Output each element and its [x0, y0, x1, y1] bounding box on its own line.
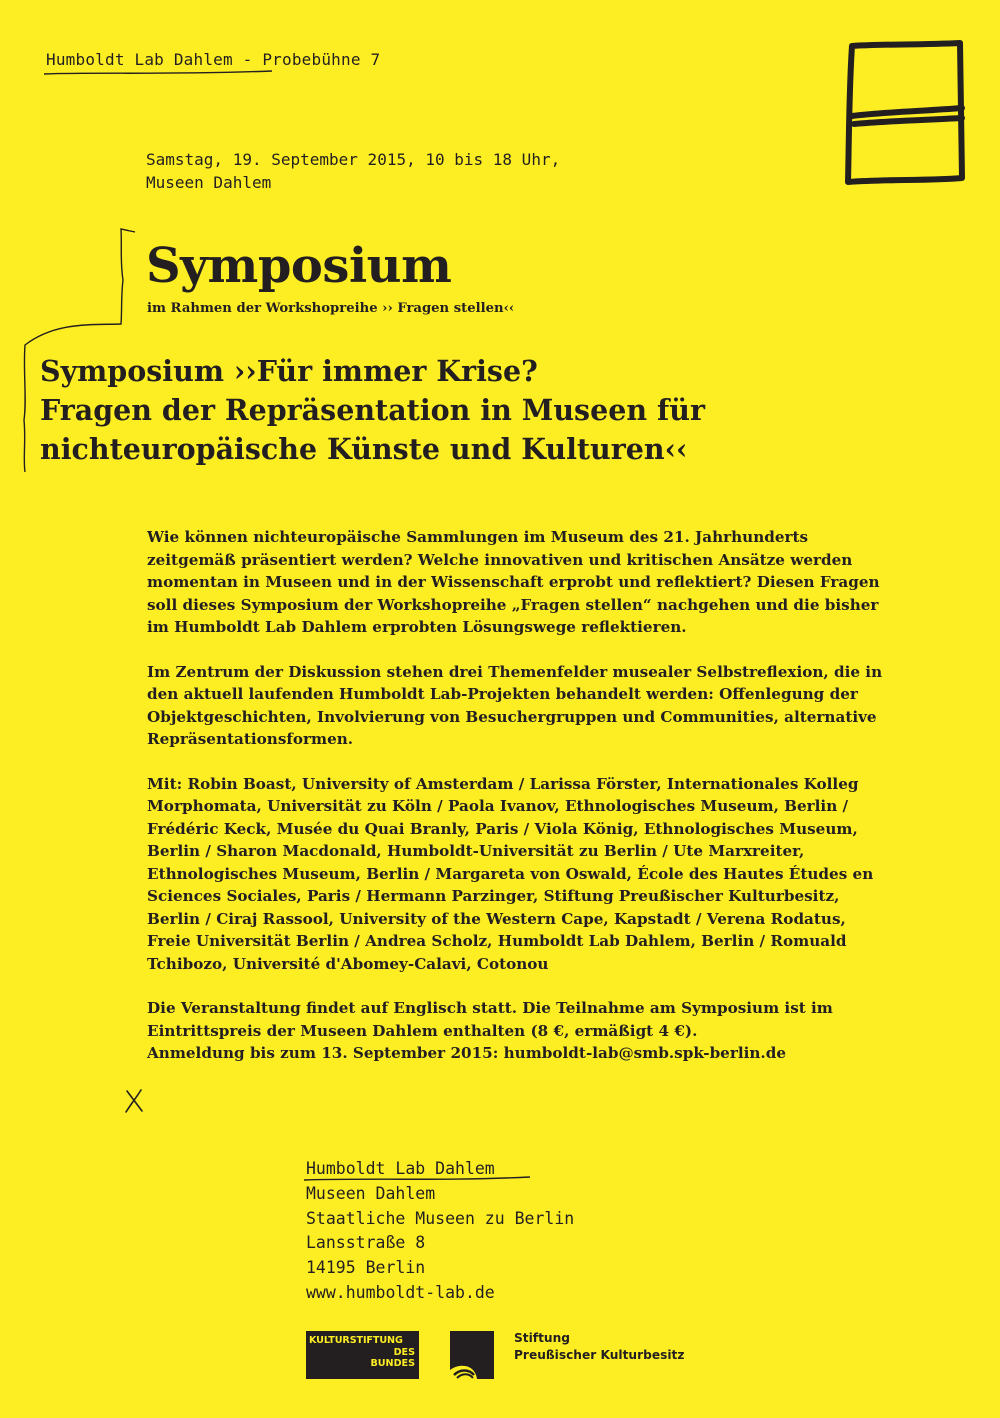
event-info [146, 148, 560, 194]
kulturstiftung-des: DES [393, 1347, 415, 1358]
topics-paragraph: Im Zentrum der Diskussion stehen drei Themenfelder musealer Selbstreflexion, die in den aktuell laufenden Humboldt Lab-Projekten behandelt werden: Offenlegung der Objektgeschichten, Involvierung von Besuchergruppen und Communities, alternative Repräsentationsformen. [147, 662, 883, 748]
kulturstiftung-sub [370, 1348, 415, 1369]
stage-frame-icon [848, 43, 962, 182]
heading-line: Fragen der Repräsentation in Museen für [40, 393, 706, 427]
stiftung-line: Stiftung [514, 1331, 570, 1345]
address-street: Lansstraße 8 [306, 1233, 426, 1253]
language-note: Die Veranstaltung findet auf Englisch statt. Die Teilnahme am Symposium ist im Eintrittspreis der Museen Dahlem enthalten (8 €, ermäßigt 4 €). [147, 999, 833, 1040]
event-location: Museen Dahlem [146, 173, 272, 192]
header-stage: Probebühne 7 [262, 50, 381, 69]
page-title: Symposium [146, 238, 452, 294]
registration-line: Anmeldung bis zum 13. September 2015: humboldt-lab@smb.spk-berlin.de [147, 1044, 787, 1062]
address-line: Staatliche Museen zu Berlin [306, 1208, 575, 1228]
event-date: Samstag, 19. September 2015, 10 bis 18 Uhr, [146, 150, 561, 169]
body-text [147, 526, 887, 1065]
address-block [306, 1157, 574, 1306]
address-line: Museen Dahlem [306, 1183, 436, 1203]
kulturstiftung-name: KULTURSTIFTUNG [309, 1335, 403, 1346]
page-subtitle: im Rahmen der Workshopreihe ›› Fragen stellen‹‹ [147, 301, 515, 316]
address-org: Humboldt Lab Dahlem [306, 1159, 495, 1178]
header-separator: - [232, 50, 263, 69]
heading-line: Symposium ››Für immer Krise? [40, 354, 538, 388]
address-city: 14195 Berlin [306, 1258, 426, 1278]
x-mark-icon [126, 1090, 142, 1112]
header-underline [44, 71, 272, 74]
header [46, 50, 380, 69]
info-paragraph [147, 997, 887, 1065]
eagle-logo-icon [450, 1331, 494, 1379]
intro-paragraph: Wie können nichteuropäische Sammlungen im Museum des 21. Jahrhunderts zeitgemäß präsentiert werden? Welche innovativen und kritischen Ansätze werden momentan in Museen und in der Wissenschaft erprobt und reflektiert? Diesen Fragen soll dieses Symposium der Workshopreihe „Fragen stellen“ nachgehen und die bisher im Humboldt Lab Dahlem erprobten Lösungswege reflektieren. [147, 528, 880, 636]
stiftung-name [514, 1330, 684, 1363]
stiftung-line: Preußischer Kulturbesitz [514, 1347, 685, 1362]
header-title: Humboldt Lab Dahlem [46, 50, 233, 69]
main-heading [40, 352, 940, 469]
kulturstiftung-bundes: BUNDES [370, 1357, 415, 1369]
heading-line: nichteuropäische Künste und Kulturen‹‹ [40, 432, 688, 466]
website-link[interactable]: www.humboldt-lab.de [306, 1282, 495, 1302]
participants-paragraph: Mit: Robin Boast, University of Amsterdam / Larissa Förster, Internationales Kolleg Morphomata, Universität zu Köln / Paola Ivanov, Ethnologisches Museum, Berlin / Frédéric Keck, Musée du Quai Branly, Paris / Viola König, Ethnologisches Museum, Berlin / Sharon Macdonald, Humboldt-Universität zu Berlin / Ute Marxreiter, Ethnologisches Museum, Berlin / Margareta von Oswald, École des Hautes Études en Sciences Sociales, Paris / Hermann Parzinger, Stiftung Preußischer Kulturbesitz, Berlin / Ciraj Rassool, University of the Western Cape, Kapstadt / Verena Rodatus, Freie Universität Berlin / Andrea Scholz, Humboldt Lab Dahlem, Berlin / Romuald Tchibozo, Université d'Abomey-Calavi, Cotonou [147, 774, 874, 973]
kulturstiftung-logo [306, 1331, 419, 1379]
